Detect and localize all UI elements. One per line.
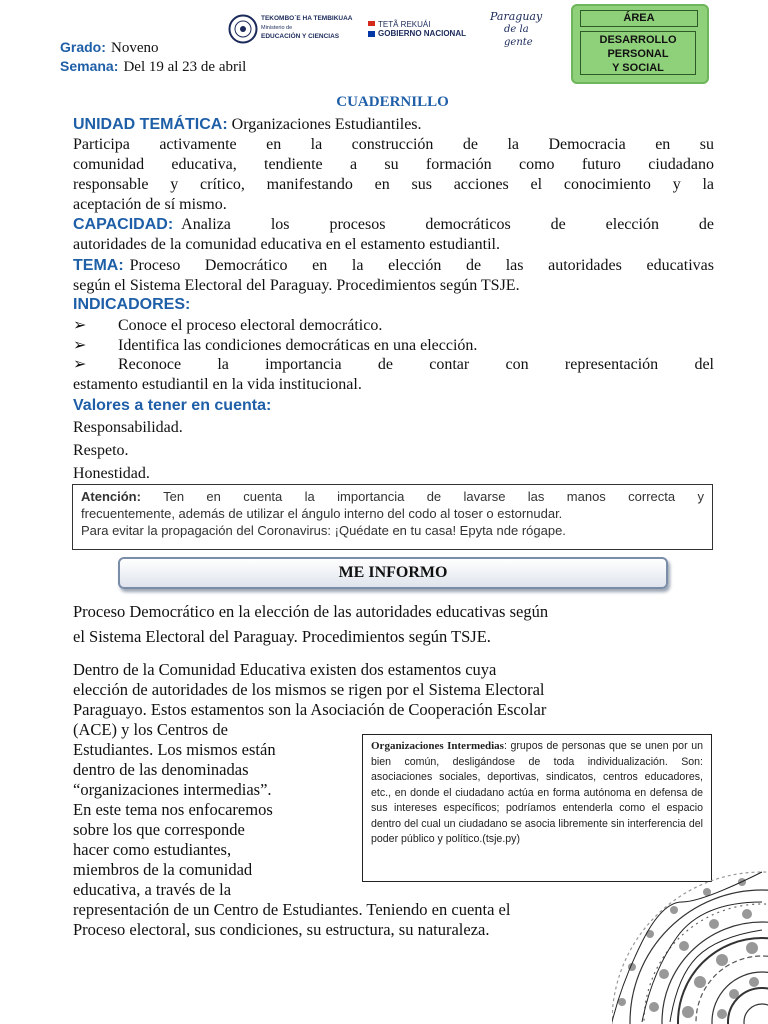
mec-logo (228, 13, 353, 47)
body-line: Proceso electoral, sus condiciones, su estructura, su naturaleza. (73, 920, 490, 939)
semana-value: Del 19 al 23 de abril (123, 59, 247, 75)
gobierno-logo-line2: GOBIERNO NACIONAL (378, 29, 466, 38)
indicador-text: Reconoce la importancia de contar con representación del (118, 356, 714, 373)
unidad-label: UNIDAD TEMÁTICA: (73, 116, 228, 133)
body-line: dentro de las denominadas (73, 760, 249, 779)
unidad-text-line: aceptación de sí mismo. (73, 196, 227, 213)
indicadores-label: INDICADORES: (73, 296, 191, 313)
flag-icon (368, 21, 375, 37)
semana-label: Semana: (60, 58, 119, 74)
indicador-text-cont: estamento estudiantil en la vida institucional. (73, 376, 362, 393)
unidad-text-line: responsable y crítico, manifestando en sus acciones el conocimiento y la (73, 176, 714, 193)
body-line: elección de autoridades de los mismos se rigen por el Sistema Electoral (73, 680, 545, 699)
gobierno-logo (368, 18, 483, 40)
paraguay-gente-logo (490, 10, 560, 48)
me-informo-banner: ME INFORMO (118, 557, 668, 589)
bullet-arrow-icon: ➢ (73, 337, 87, 354)
body-line: sobre los que corresponde (73, 820, 245, 839)
unidad-value: Organizaciones Estudiantiles. (231, 116, 422, 133)
mandala-decoration-icon (612, 862, 768, 1024)
tema-text: Proceso Democrático en la elección de las autoridades educativas (129, 257, 714, 274)
body-line: En este tema nos enfocaremos (73, 800, 273, 819)
unidad-text-line: Participa activamente en la construcción de la Democracia en su (73, 136, 714, 153)
atencion-label: Atención: (81, 489, 141, 504)
body-line: educativa, a través de la (73, 880, 232, 899)
intro-line: Proceso Democrático en la elección de las autoridades educativas según (73, 602, 549, 621)
indicador-item (73, 336, 714, 356)
area-subject-line3: Y SOCIAL (612, 62, 664, 74)
seal-icon (228, 14, 258, 44)
mec-logo-line3: EDUCACIÓN Y CIENCIAS (261, 33, 340, 40)
unidad-heading (73, 115, 714, 135)
mec-logo-line1: TEKOMBO´E HA TEMBIKUAA (261, 15, 353, 22)
atencion-line1: Ten en cuenta la importancia de lavarse las manos correcta y (163, 489, 704, 504)
intro-line: el Sistema Electoral del Paraguay. Procedimientos según TSJE. (73, 627, 491, 646)
gobierno-logo-line1: TETÃ REKUÁI (378, 20, 431, 29)
tema-label: TEMA: (73, 257, 124, 274)
area-subject (580, 31, 696, 75)
capacidad-line1 (73, 215, 714, 235)
atencion-line3: Para evitar la propagación del Coronavirus: ¡Quédate en tu casa! Epyta nde rógape. (81, 523, 566, 538)
area-title: ÁREA (580, 10, 698, 27)
indicador-text: Identifica las condiciones democráticas en una elección. (118, 337, 478, 354)
page-title: CUADERNILLO (336, 94, 449, 110)
capacidad-line2: autoridades de la comunidad educativa en el estamento estudiantil. (73, 236, 500, 253)
valores-label: Valores a tener en cuenta: (73, 397, 272, 414)
area-subject-line1: DESARROLLO (599, 34, 677, 46)
body-line: miembros de la comunidad (73, 860, 253, 879)
grado-value: Noveno (110, 40, 159, 56)
tema-line1 (73, 256, 714, 276)
organizaciones-definition-box (362, 734, 712, 882)
capacidad-text: Analiza los procesos democráticos de elección de (181, 216, 714, 233)
header-meta (60, 37, 246, 75)
paraguay-logo-line2: de la gente (504, 24, 533, 48)
atencion-line2: frecuentemente, además de utilizar el ángulo interno del codo al toser o estornudar. (81, 506, 563, 521)
body-line: hacer como estudiantes, (73, 840, 232, 859)
definition-term: Organizaciones Intermedias (371, 740, 504, 752)
valor-item: Respeto. (73, 442, 129, 459)
body-line: Dentro de la Comunidad Educativa existen dos estamentos cuya (73, 660, 497, 679)
bullet-arrow-icon: ➢ (73, 356, 87, 373)
atencion-box (72, 484, 713, 550)
body-line: “organizaciones intermedias”. (73, 780, 272, 799)
indicador-text: Conoce el proceso electoral democrático. (118, 317, 383, 334)
bullet-arrow-icon: ➢ (73, 317, 87, 334)
body-line: (ACE) y los Centros de (73, 720, 228, 739)
mec-logo-line2: Ministerio de (261, 25, 293, 31)
indicador-item (73, 316, 714, 336)
body-line: representación de un Centro de Estudiantes. Teniendo en cuenta el (73, 900, 511, 919)
definition-text: : grupos de personas que se unen por un bien común, desligándose de toda individualización. Son: asociaciones sociales, deportivas, sindicatos, centros educadores, etc., en donde el ciudadano actúa en forma autónoma en defensa de sus intereses específicos; podríamos entenderla como el espacio dentro del cual un ciudadano se asocia libremente sin interferencia del poder público y político.(tsje.py) (371, 740, 703, 845)
area-badge (571, 4, 709, 84)
valor-item: Honestidad. (73, 465, 150, 482)
body-line: Paraguayo. Estos estamentos son la Asociación de Cooperación Escolar (73, 700, 547, 719)
paraguay-logo-line1: Paraguay (490, 10, 543, 23)
valor-item: Responsabilidad. (73, 419, 183, 436)
body-line: Estudiantes. Los mismos están (73, 740, 276, 759)
grado-label: Grado: (60, 39, 106, 55)
capacidad-label: CAPACIDAD: (73, 216, 174, 233)
indicador-item (73, 355, 714, 375)
tema-line2: según el Sistema Electoral del Paraguay. Procedimientos según TSJE. (73, 277, 520, 294)
unidad-text-line: comunidad educativa, tendiente a su formación como futuro ciudadano (73, 156, 714, 173)
area-subject-line2: PERSONAL (607, 48, 669, 60)
